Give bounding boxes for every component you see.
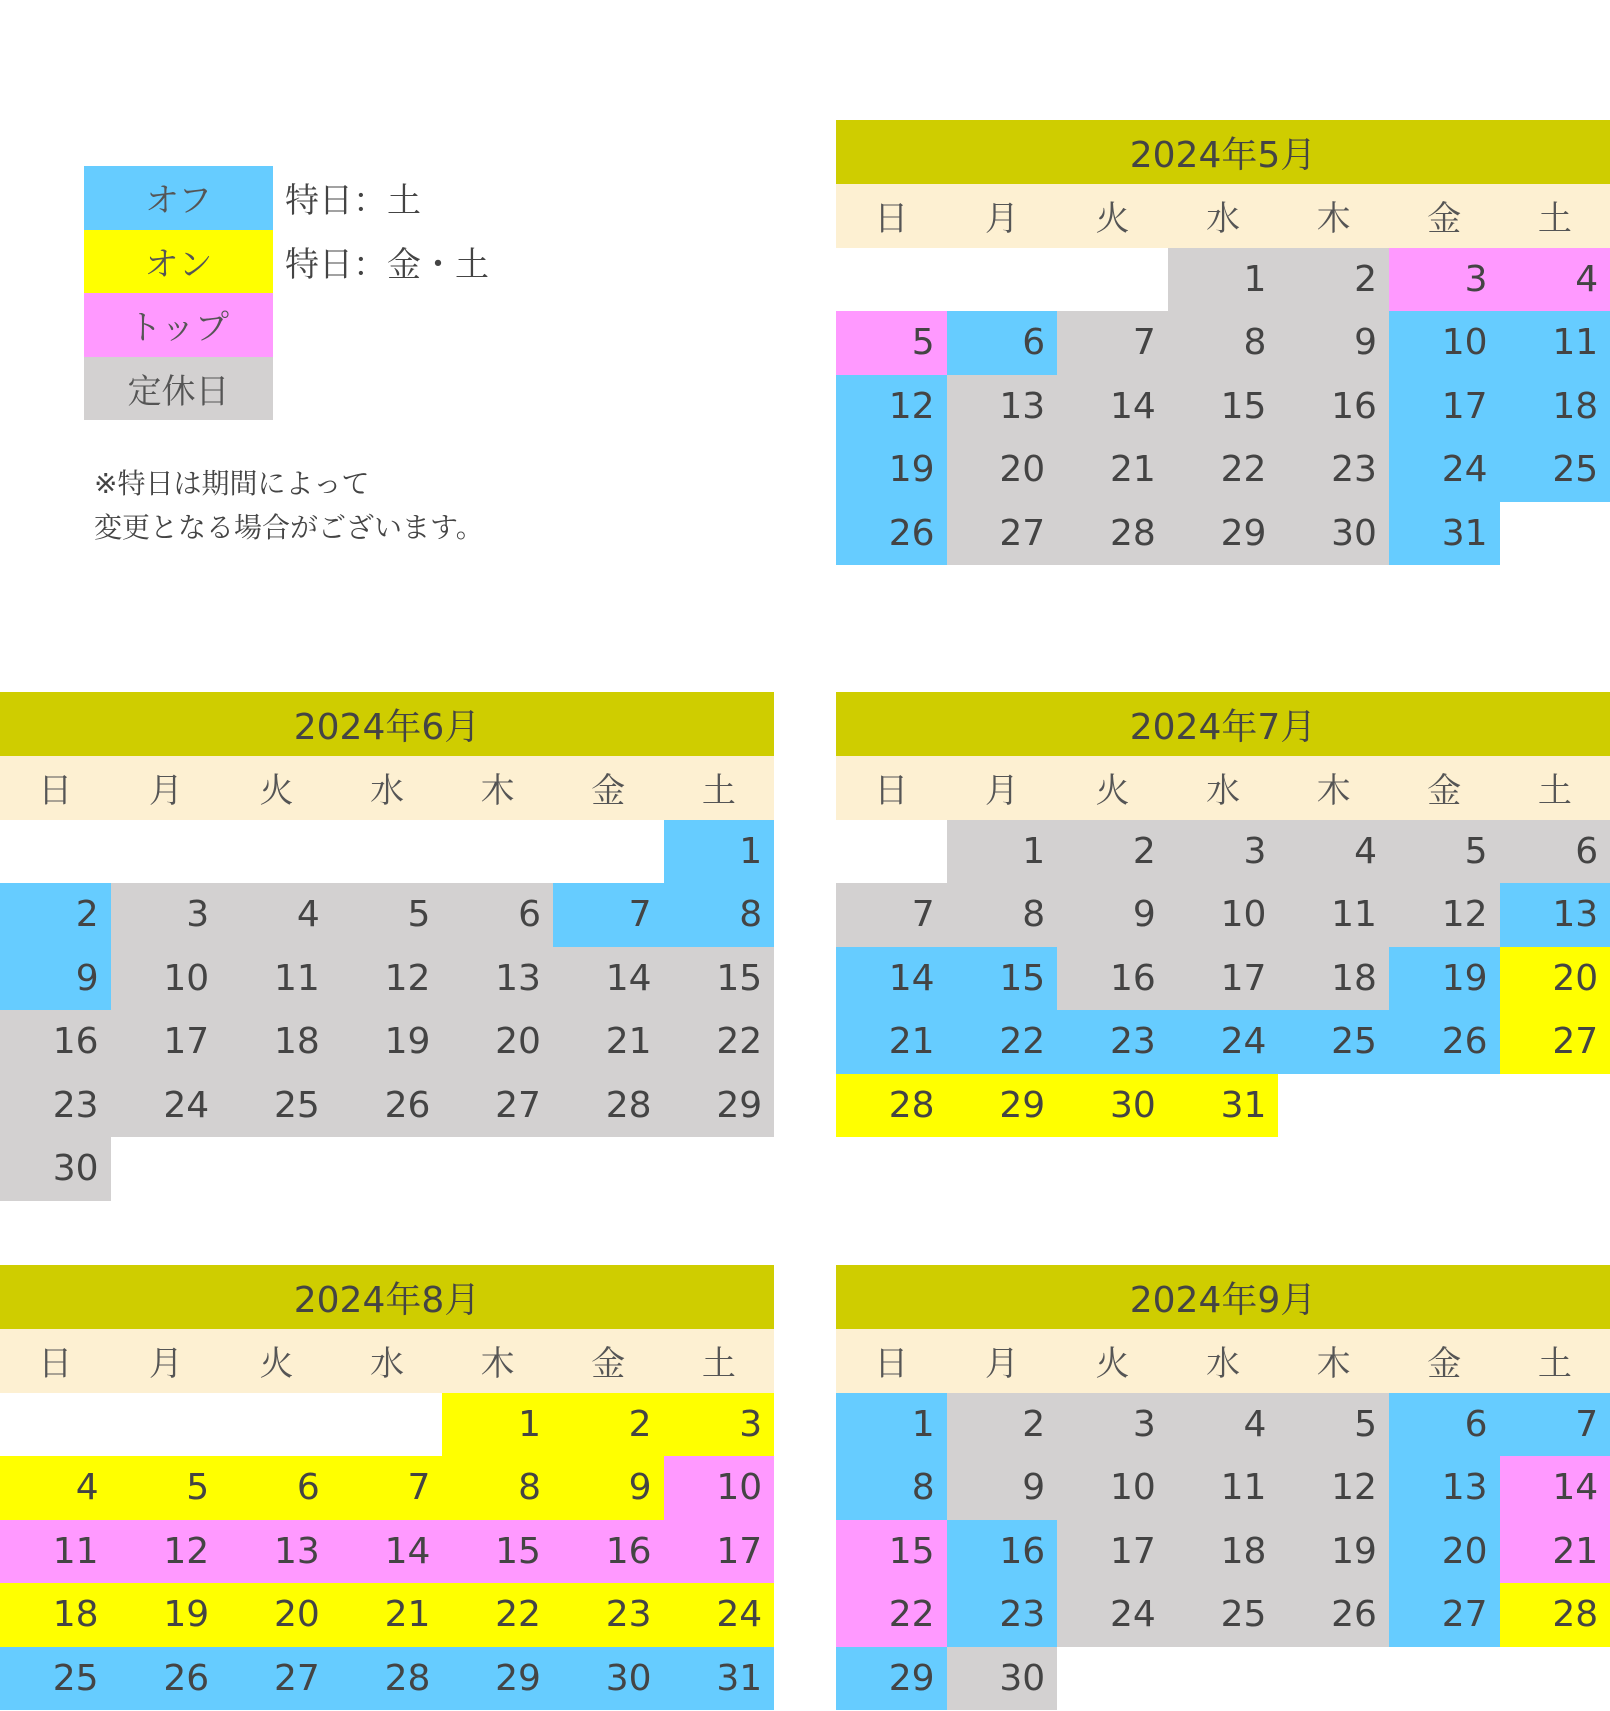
day-cell-closed: 10 xyxy=(1168,883,1279,947)
day-cell-off: 20 xyxy=(1389,1520,1500,1584)
calendar-aug xyxy=(0,1265,774,1710)
day-cell-closed: 25 xyxy=(221,1074,332,1138)
day-cell-off: 13 xyxy=(1389,1456,1500,1520)
legend xyxy=(84,166,489,420)
day-cell-off: 11 xyxy=(1500,311,1610,375)
day-cell-top: 5 xyxy=(836,311,947,375)
day-cell-closed: 2 xyxy=(947,1393,1058,1457)
day-cell-top: 15 xyxy=(442,1520,553,1584)
day-cell-top: 3 xyxy=(1389,248,1500,312)
day-cell-off: 25 xyxy=(0,1647,111,1711)
day-cell-on: 4 xyxy=(0,1456,111,1520)
empty-cell xyxy=(1057,248,1168,312)
day-cell-closed: 3 xyxy=(111,883,222,947)
day-cell-closed: 5 xyxy=(1389,820,1500,884)
day-cell-closed: 2 xyxy=(1057,820,1168,884)
day-cell-closed: 20 xyxy=(947,438,1058,502)
legend-swatch-off: オフ xyxy=(84,166,273,230)
day-cell-closed: 29 xyxy=(1168,502,1279,566)
weekday-header: 水 xyxy=(332,756,443,820)
day-cell-on: 30 xyxy=(1057,1074,1168,1138)
day-cell-on: 2 xyxy=(553,1393,664,1457)
weekday-header: 土 xyxy=(1500,184,1610,248)
empty-cell xyxy=(0,820,111,884)
footnote-line-2: 変更となる場合がございます。 xyxy=(94,511,484,544)
empty-cell xyxy=(332,820,443,884)
day-cell-closed: 13 xyxy=(442,947,553,1011)
day-cell-on: 5 xyxy=(111,1456,222,1520)
day-cell-closed: 3 xyxy=(1168,820,1279,884)
day-cell-off: 1 xyxy=(836,1393,947,1457)
day-cell-closed: 16 xyxy=(1278,375,1389,439)
day-cell-closed: 15 xyxy=(1168,375,1279,439)
day-cell-off: 30 xyxy=(553,1647,664,1711)
day-cell-closed: 11 xyxy=(221,947,332,1011)
day-cell-closed: 7 xyxy=(1057,311,1168,375)
day-cell-closed: 24 xyxy=(1057,1583,1168,1647)
weekday-header: 月 xyxy=(947,184,1058,248)
weekday-header: 木 xyxy=(1278,756,1389,820)
day-cell-closed: 1 xyxy=(1168,248,1279,312)
day-cell-closed: 24 xyxy=(111,1074,222,1138)
calendar-title: 2024年7月 xyxy=(836,692,1610,756)
legend-row-closed xyxy=(84,357,489,421)
day-cell-closed: 10 xyxy=(111,947,222,1011)
day-cell-closed: 9 xyxy=(1057,883,1168,947)
day-cell-on: 29 xyxy=(947,1074,1058,1138)
day-cell-on: 7 xyxy=(332,1456,443,1520)
day-cell-closed: 12 xyxy=(332,947,443,1011)
day-cell-top: 4 xyxy=(1500,248,1610,312)
day-cell-closed: 27 xyxy=(947,502,1058,566)
day-cell-off: 31 xyxy=(664,1647,775,1711)
day-cell-top: 11 xyxy=(0,1520,111,1584)
day-cell-closed: 6 xyxy=(442,883,553,947)
day-cell-closed: 26 xyxy=(1278,1583,1389,1647)
day-cell-closed: 21 xyxy=(553,1010,664,1074)
day-cell-on: 20 xyxy=(1500,947,1610,1011)
day-cell-closed: 16 xyxy=(0,1010,111,1074)
day-cell-closed: 15 xyxy=(664,947,775,1011)
day-cell-closed: 23 xyxy=(0,1074,111,1138)
weekday-header: 火 xyxy=(1057,1329,1168,1393)
day-cell-closed: 9 xyxy=(947,1456,1058,1520)
weekday-header: 木 xyxy=(1278,184,1389,248)
day-cell-off: 14 xyxy=(836,947,947,1011)
day-cell-closed: 22 xyxy=(664,1010,775,1074)
day-cell-top: 16 xyxy=(553,1520,664,1584)
day-cell-off: 2 xyxy=(0,883,111,947)
day-cell-closed: 16 xyxy=(1057,947,1168,1011)
day-cell-on: 23 xyxy=(553,1583,664,1647)
day-cell-off: 17 xyxy=(1389,375,1500,439)
day-cell-closed: 29 xyxy=(664,1074,775,1138)
day-cell-closed: 3 xyxy=(1057,1393,1168,1457)
day-cell-off: 22 xyxy=(947,1010,1058,1074)
weekday-row xyxy=(0,756,774,820)
calendar-title: 2024年9月 xyxy=(836,1265,1610,1329)
day-cell-off: 25 xyxy=(1500,438,1610,502)
calendar-sep xyxy=(836,1265,1610,1710)
day-cell-closed: 9 xyxy=(1278,311,1389,375)
calendar-title: 2024年6月 xyxy=(0,692,774,756)
weekday-row xyxy=(836,1329,1610,1393)
weekday-header: 木 xyxy=(442,756,553,820)
legend-row-top xyxy=(84,293,489,357)
day-cell-top: 22 xyxy=(836,1583,947,1647)
calendar-title: 2024年5月 xyxy=(836,120,1610,184)
day-cell-closed: 27 xyxy=(442,1074,553,1138)
weekday-header: 土 xyxy=(1500,1329,1610,1393)
day-cell-off: 7 xyxy=(1500,1393,1610,1457)
day-grid xyxy=(0,1393,774,1711)
weekday-header: 水 xyxy=(332,1329,443,1393)
day-cell-closed: 12 xyxy=(1278,1456,1389,1520)
day-cell-closed: 7 xyxy=(836,883,947,947)
day-cell-closed: 23 xyxy=(1278,438,1389,502)
day-cell-closed: 26 xyxy=(332,1074,443,1138)
day-cell-closed: 5 xyxy=(1278,1393,1389,1457)
day-cell-top: 15 xyxy=(836,1520,947,1584)
day-cell-off: 10 xyxy=(1389,311,1500,375)
weekday-header: 火 xyxy=(221,756,332,820)
day-grid xyxy=(836,1393,1610,1711)
day-cell-closed: 12 xyxy=(1389,883,1500,947)
day-cell-closed: 8 xyxy=(947,883,1058,947)
day-cell-off: 8 xyxy=(664,883,775,947)
day-cell-off: 25 xyxy=(1278,1010,1389,1074)
day-cell-on: 8 xyxy=(442,1456,553,1520)
day-cell-off: 24 xyxy=(1168,1010,1279,1074)
day-cell-on: 27 xyxy=(1500,1010,1610,1074)
weekday-header: 金 xyxy=(553,756,664,820)
weekday-header: 日 xyxy=(836,1329,947,1393)
day-cell-closed: 18 xyxy=(1278,947,1389,1011)
day-cell-off: 16 xyxy=(947,1520,1058,1584)
day-cell-closed: 14 xyxy=(1057,375,1168,439)
day-cell-closed: 18 xyxy=(221,1010,332,1074)
day-cell-closed: 10 xyxy=(1057,1456,1168,1520)
weekday-header: 月 xyxy=(947,756,1058,820)
day-cell-top: 14 xyxy=(1500,1456,1610,1520)
weekday-row xyxy=(0,1329,774,1393)
day-grid xyxy=(836,820,1610,1138)
legend-row-off xyxy=(84,166,489,230)
day-cell-closed: 1 xyxy=(947,820,1058,884)
day-cell-off: 23 xyxy=(947,1583,1058,1647)
footnote xyxy=(94,462,484,550)
weekday-header: 金 xyxy=(1389,756,1500,820)
day-cell-closed: 30 xyxy=(0,1137,111,1201)
day-grid xyxy=(0,820,774,1201)
day-cell-closed: 14 xyxy=(553,947,664,1011)
day-cell-off: 24 xyxy=(1389,438,1500,502)
day-cell-on: 22 xyxy=(442,1583,553,1647)
weekday-header: 日 xyxy=(836,756,947,820)
day-cell-on: 18 xyxy=(0,1583,111,1647)
weekday-header: 木 xyxy=(442,1329,553,1393)
day-cell-on: 21 xyxy=(332,1583,443,1647)
legend-note-on: 特日：金・土 xyxy=(285,244,489,285)
day-cell-closed: 11 xyxy=(1168,1456,1279,1520)
legend-row-on xyxy=(84,230,489,294)
empty-cell xyxy=(111,820,222,884)
weekday-header: 月 xyxy=(111,756,222,820)
day-cell-closed: 18 xyxy=(1168,1520,1279,1584)
day-cell-off: 28 xyxy=(332,1647,443,1711)
day-cell-off: 9 xyxy=(0,947,111,1011)
empty-cell xyxy=(442,820,553,884)
day-cell-off: 29 xyxy=(836,1647,947,1711)
weekday-header: 金 xyxy=(1389,184,1500,248)
weekday-header: 火 xyxy=(1057,756,1168,820)
calendar-jul xyxy=(836,692,1610,1137)
calendar-jun xyxy=(0,692,774,1201)
day-cell-closed: 19 xyxy=(332,1010,443,1074)
day-cell-closed: 8 xyxy=(1168,311,1279,375)
day-cell-top: 21 xyxy=(1500,1520,1610,1584)
weekday-row xyxy=(836,184,1610,248)
weekday-header: 月 xyxy=(111,1329,222,1393)
weekday-header: 土 xyxy=(1500,756,1610,820)
weekday-header: 金 xyxy=(1389,1329,1500,1393)
day-cell-closed: 30 xyxy=(1278,502,1389,566)
day-cell-off: 6 xyxy=(947,311,1058,375)
calendar-title: 2024年8月 xyxy=(0,1265,774,1329)
day-cell-closed: 28 xyxy=(1057,502,1168,566)
weekday-header: 木 xyxy=(1278,1329,1389,1393)
day-cell-off: 21 xyxy=(836,1010,947,1074)
day-cell-off: 19 xyxy=(1389,947,1500,1011)
day-cell-off: 27 xyxy=(1389,1583,1500,1647)
day-cell-closed: 20 xyxy=(442,1010,553,1074)
day-cell-off: 29 xyxy=(442,1647,553,1711)
day-cell-closed: 4 xyxy=(1168,1393,1279,1457)
empty-cell xyxy=(947,248,1058,312)
weekday-header: 火 xyxy=(1057,184,1168,248)
weekday-header: 土 xyxy=(664,756,775,820)
weekday-header: 日 xyxy=(0,756,111,820)
weekday-row xyxy=(836,756,1610,820)
empty-cell xyxy=(221,820,332,884)
day-cell-off: 13 xyxy=(1500,883,1610,947)
empty-cell xyxy=(221,1393,332,1457)
day-cell-top: 13 xyxy=(221,1520,332,1584)
day-cell-closed: 21 xyxy=(1057,438,1168,502)
empty-cell xyxy=(0,1393,111,1457)
day-cell-on: 28 xyxy=(1500,1583,1610,1647)
day-cell-on: 28 xyxy=(836,1074,947,1138)
day-cell-off: 6 xyxy=(1389,1393,1500,1457)
legend-note-off: 特日：土 xyxy=(285,181,421,222)
day-cell-closed: 17 xyxy=(1057,1520,1168,1584)
day-cell-on: 6 xyxy=(221,1456,332,1520)
weekday-header: 金 xyxy=(553,1329,664,1393)
empty-cell xyxy=(553,820,664,884)
empty-cell xyxy=(111,1393,222,1457)
day-cell-closed: 30 xyxy=(947,1647,1058,1711)
weekday-header: 水 xyxy=(1168,184,1279,248)
day-grid xyxy=(836,248,1610,566)
empty-cell xyxy=(836,248,947,312)
day-cell-top: 12 xyxy=(111,1520,222,1584)
legend-swatch-closed: 定休日 xyxy=(84,357,273,421)
day-cell-on: 19 xyxy=(111,1583,222,1647)
day-cell-closed: 2 xyxy=(1278,248,1389,312)
day-cell-closed: 25 xyxy=(1168,1583,1279,1647)
day-cell-off: 27 xyxy=(221,1647,332,1711)
weekday-header: 水 xyxy=(1168,756,1279,820)
weekday-header: 日 xyxy=(836,184,947,248)
day-cell-on: 9 xyxy=(553,1456,664,1520)
day-cell-off: 26 xyxy=(111,1647,222,1711)
day-cell-closed: 28 xyxy=(553,1074,664,1138)
calendar-may xyxy=(836,120,1610,565)
day-cell-top: 14 xyxy=(332,1520,443,1584)
day-cell-closed: 11 xyxy=(1278,883,1389,947)
day-cell-top: 10 xyxy=(664,1456,775,1520)
weekday-header: 火 xyxy=(221,1329,332,1393)
day-cell-on: 24 xyxy=(664,1583,775,1647)
day-cell-off: 15 xyxy=(947,947,1058,1011)
day-cell-closed: 4 xyxy=(221,883,332,947)
day-cell-closed: 5 xyxy=(332,883,443,947)
day-cell-off: 19 xyxy=(836,438,947,502)
weekday-header: 日 xyxy=(0,1329,111,1393)
weekday-header: 土 xyxy=(664,1329,775,1393)
day-cell-closed: 13 xyxy=(947,375,1058,439)
day-cell-on: 31 xyxy=(1168,1074,1279,1138)
weekday-header: 月 xyxy=(947,1329,1058,1393)
day-cell-off: 1 xyxy=(664,820,775,884)
day-cell-off: 31 xyxy=(1389,502,1500,566)
day-cell-off: 12 xyxy=(836,375,947,439)
day-cell-off: 7 xyxy=(553,883,664,947)
day-cell-on: 1 xyxy=(442,1393,553,1457)
day-cell-off: 26 xyxy=(1389,1010,1500,1074)
empty-cell xyxy=(836,820,947,884)
day-cell-top: 17 xyxy=(664,1520,775,1584)
day-cell-off: 8 xyxy=(836,1456,947,1520)
day-cell-off: 23 xyxy=(1057,1010,1168,1074)
day-cell-closed: 6 xyxy=(1500,820,1610,884)
day-cell-closed: 19 xyxy=(1278,1520,1389,1584)
day-cell-closed: 22 xyxy=(1168,438,1279,502)
day-cell-closed: 17 xyxy=(1168,947,1279,1011)
footnote-line-1: ※特日は期間によって xyxy=(94,467,370,500)
day-cell-closed: 17 xyxy=(111,1010,222,1074)
day-cell-off: 26 xyxy=(836,502,947,566)
weekday-header: 水 xyxy=(1168,1329,1279,1393)
day-cell-off: 18 xyxy=(1500,375,1610,439)
empty-cell xyxy=(332,1393,443,1457)
day-cell-on: 20 xyxy=(221,1583,332,1647)
legend-swatch-on: オン xyxy=(84,230,273,294)
day-cell-on: 3 xyxy=(664,1393,775,1457)
day-cell-closed: 4 xyxy=(1278,820,1389,884)
legend-swatch-top: トップ xyxy=(84,293,273,357)
